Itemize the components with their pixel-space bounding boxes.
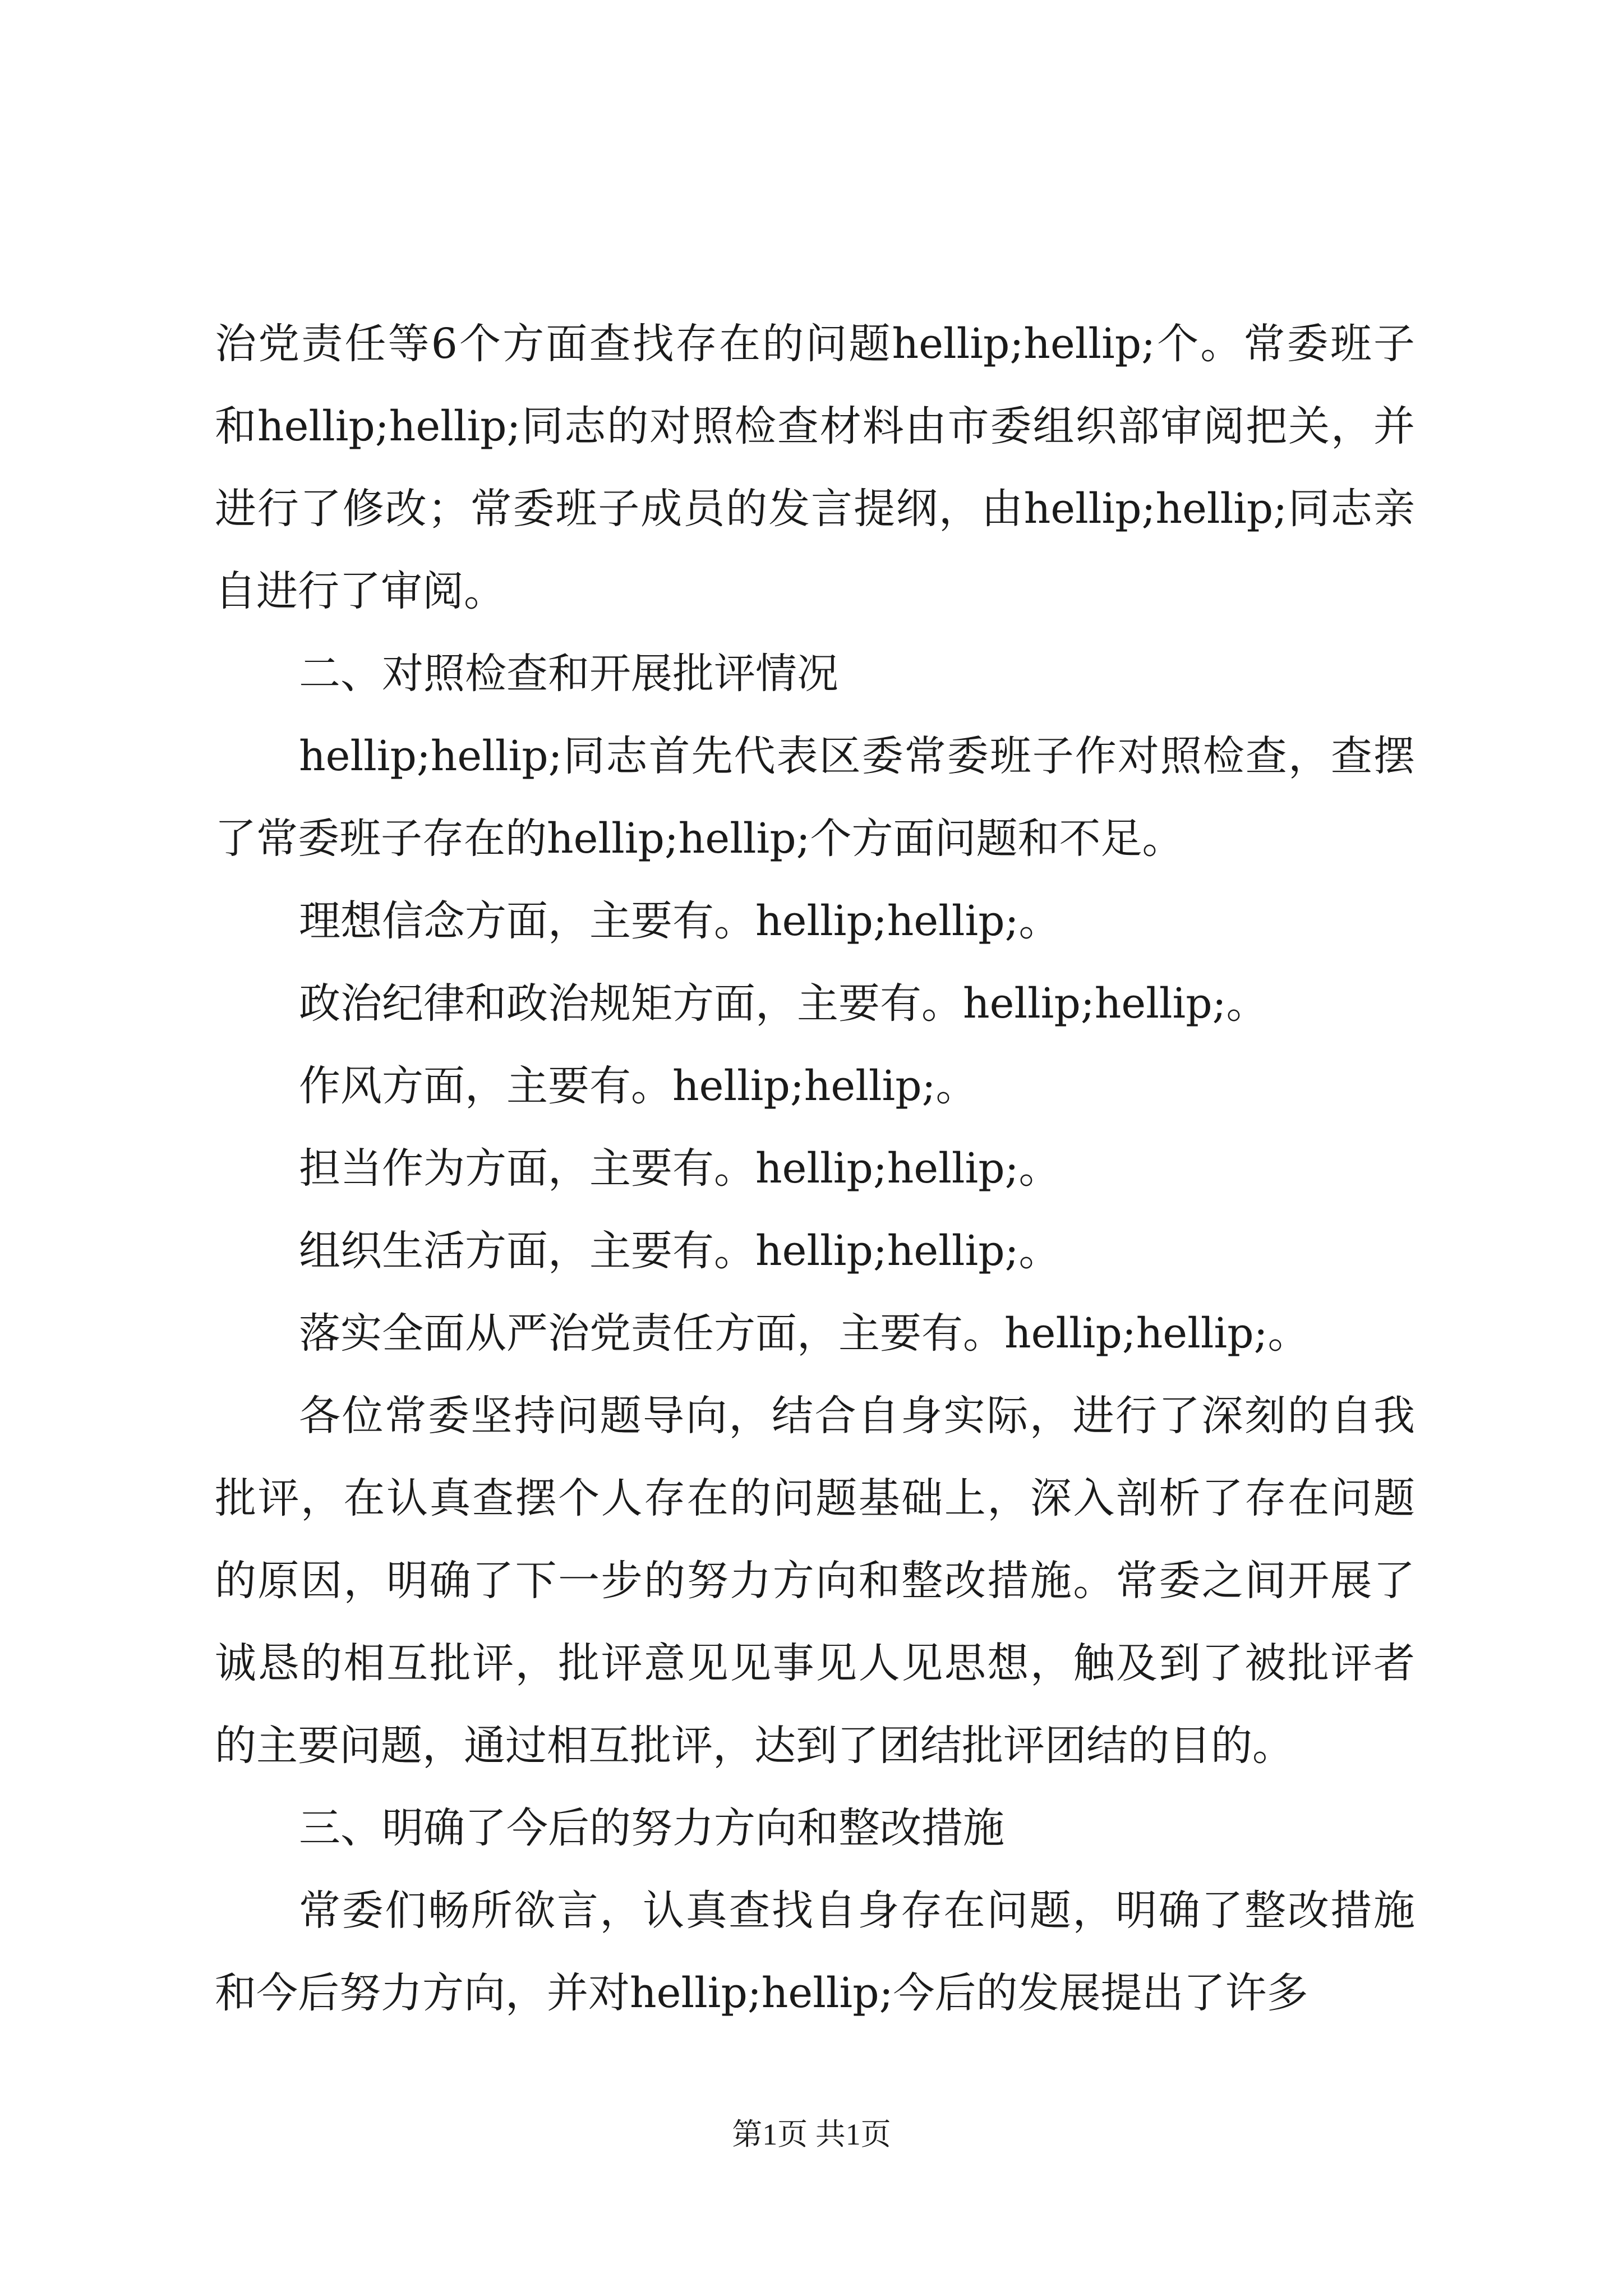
page-number: 第1页 共1页 <box>732 2118 891 2151</box>
section-heading-3: 三、明确了今后的努力方向和整改措施 <box>299 1804 1004 1852</box>
list-item-discipline: 政治纪律和政治规矩方面，主要有。hellip;hellip;。 <box>299 979 1268 1028</box>
list-item-party-governance: 落实全面从严治党责任方面，主要有。hellip;hellip;。 <box>299 1309 1310 1358</box>
paragraph-self-criticism: 各位常委坚持问题导向，结合自身实际，进行了深刻的自我批评，在认真查摆个人存在的问题基础上，深入剖析了存在问题的原因，明确了下一步的努力方向和整改措施。常委之间开展了诚恳的相互批评，批评意见见事见人见思想，触及到了被批评者的主要问题，通过相互批评，达到了团结批评团结的目的。 <box>215 1392 1415 1770</box>
list-item-responsibility: 担当作为方面，主要有。hellip;hellip;。 <box>299 1144 1061 1193</box>
list-item-organizational-life: 组织生活方面，主要有。hellip;hellip;。 <box>299 1227 1061 1275</box>
paragraph-continuation: 治党责任等6个方面查找存在的问题hellip;hellip;个。常委班子和hellip;hellip;同志的对照检查材料由市委组织部审阅把关，并进行了修改；常委班子成员的发言提纲，由hellip;hellip;同志亲自进行了审阅。 <box>215 320 1415 615</box>
document-body <box>215 303 1415 2035</box>
page-footer <box>0 2115 1623 2154</box>
section-heading-2: 二、对照检查和开展批评情况 <box>299 650 838 698</box>
list-item-ideals: 理想信念方面，主要有。hellip;hellip;。 <box>299 897 1061 945</box>
paragraph-future-direction: 常委们畅所欲言，认真查找自身存在问题，明确了整改措施和今后努力方向，并对hellip;hellip;今后的发展提出了许多 <box>215 1887 1415 2017</box>
paragraph-review-intro: hellip;hellip;同志首先代表区委常委班子作对照检查，查摆了常委班子存在的hellip;hellip;个方面问题和不足。 <box>215 732 1415 863</box>
list-item-work-style: 作风方面，主要有。hellip;hellip;。 <box>299 1062 978 1110</box>
